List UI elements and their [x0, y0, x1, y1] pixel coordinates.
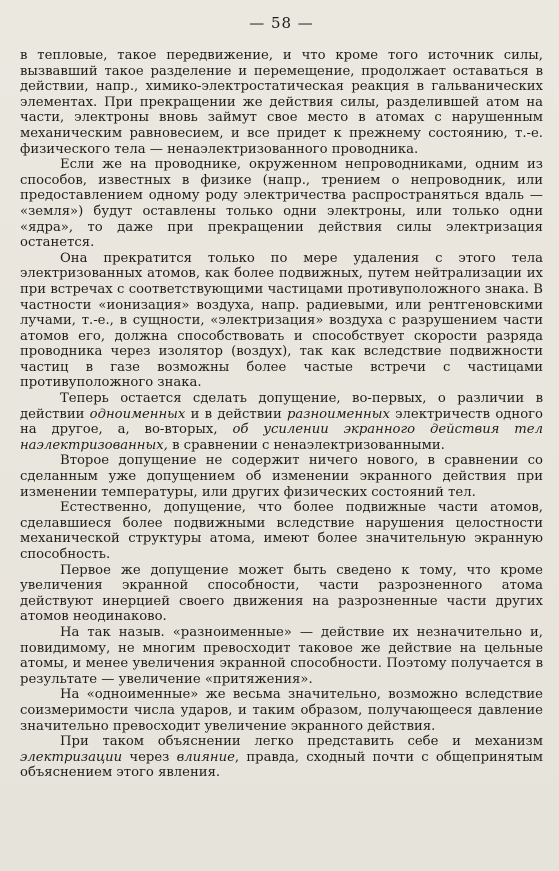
- paragraph: [20, 687, 543, 734]
- paragraph: [20, 453, 543, 500]
- page-number: — 58 —: [249, 14, 314, 32]
- text-run: Если же на проводнике, окруженном непроводниками, одним из способов, известных в физике (напр., трением о непроводник, или предоставлением одному роду электричества распространяться вдаль — «земля») будут оставлены только одни электроны, или только одни «ядра», то даже при прекращении действия силы электризация останется.: [20, 157, 543, 251]
- text-run: Естественно, допущение, что более подвижные части атомов, сделавшиеся более подвижными вследствие нарушения целостности механической структуры атома, имеют более значительную экранную способность.: [20, 500, 543, 562]
- text-run: Первое же допущение может быть сведено к тому, что кроме увеличения экранной способности, части разрозненного атома действуют инерцией своего движения на разрозненные части других атомов неодинаково.: [20, 562, 543, 625]
- paragraph: [20, 391, 543, 453]
- paragraph: [20, 251, 543, 391]
- text-run: , правда, сходный почти с общепринятым объяснением этого явления.: [20, 749, 543, 781]
- text-run: в тепловые, такое передвижение, и что кроме того источник силы, вызвавший такое разделение и перемещение, продолжает оставаться в действии, напр., химико-электростатическая реакция в гальванических элементах. При прекращении же действия силы, разделившей атом на части, электроны вновь займут свое место в атомах с нарушенным механическим равновесием, и все придет к прежнему состоянию, т.-е. физического тела — ненаэлектризованного проводника.: [20, 48, 543, 157]
- italic-text: разноименных: [286, 406, 390, 422]
- text-run: Второе допущение не содержит ничего нового, в сравнении со сделанным уже допущением об изменении экранного действия при изменении температуры, или других физических состояний тел.: [20, 453, 543, 500]
- paragraph: [20, 157, 543, 251]
- body-text: [20, 48, 543, 781]
- italic-text: влияние: [176, 749, 235, 765]
- text-run: в сравнении с ненаэлектризованными.: [167, 437, 445, 453]
- paragraph: [20, 563, 543, 625]
- text-run: и в действии: [185, 406, 287, 422]
- italic-text: об усилении экранного действия тел наэлектризованных,: [20, 422, 544, 453]
- text-run: На «одноименные» же весьма значительно, возможно вследствие соизмеримости числа ударов, и таким образом, получающееся давление значительно превосходит увеличение экранного действия.: [20, 687, 543, 734]
- paragraph: [20, 625, 543, 687]
- text-run: Теперь остается сделать допущение, во-первых, о различии в действии: [20, 391, 543, 422]
- text-run: При таком объяснении легко представить себе и механизм: [60, 734, 543, 750]
- text-run: электричеств одного на другое, а, во-вторых,: [20, 406, 543, 438]
- paragraph: [20, 48, 543, 157]
- text-run: Она прекратится только по мере удаления с этого тела электризованных атомов, как более подвижных, путем нейтрализации их при встречах с соответствующими частицами противуположного знака. В частности «ионизация» воздуха, напр. радиевыми, или рентгеновскими лучами, т.-е., в сущности, «электризация» воздуха с разрушением части атомов его, должна способствовать и способствует скорости разряда проводника через изолятор (воздух), так как вследствие подвижности частиц в газе возможны более частые встречи с частицами противуположного знака.: [20, 250, 543, 391]
- text-run: через: [122, 749, 177, 765]
- text-run: На так назыв. «разноименные» — действие их незначительно и, повидимому, не многим превосходит таковое же действие на цельные атомы, и менее увеличения экранной способности. Поэтому получается в результате — увеличение «притяжения».: [20, 624, 543, 687]
- italic-text: одноименных: [89, 406, 186, 422]
- paragraph: [20, 734, 543, 781]
- paragraph: [20, 500, 543, 562]
- italic-text: электризации: [20, 749, 123, 765]
